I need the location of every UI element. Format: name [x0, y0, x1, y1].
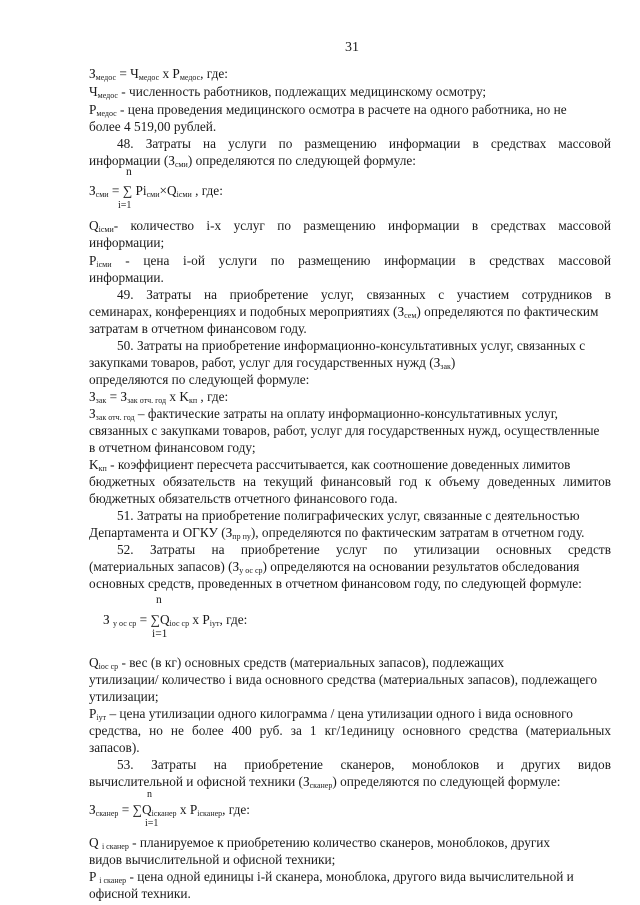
paragraph-line: $Q_{iсми}-$ количество i-х услуг по размещению информации в средствах массовой — [89, 218, 611, 234]
paragraph-line: $P_{iсми}$ - цена i-ой услуги по размещению информации в средствах массовой — [89, 253, 611, 269]
formula-os-sr: З $_{у ос ср} = \sum Q_{iос ср}$ x $P_{iут}$, где: — [103, 612, 248, 628]
paragraph-line: запасов). — [89, 740, 140, 755]
page-number: 31 — [345, 40, 359, 55]
paragraph-line: $Ч_{медос}$ - численность работников, подлежащих медицинскому осмотру; — [89, 84, 487, 100]
formula-sum-lower: i=1 — [152, 628, 168, 640]
section-53-heading: 53. Затраты на приобретение сканеров, моноблоков и других видов — [117, 757, 611, 772]
formula-zak: $З_{зак} = З_{зак отч. год}$ x $K_{кп}$ , где: — [89, 389, 229, 405]
paragraph-line: $P_{iут}$ – цена утилизации одного килограмма / цена утилизации одного i вида основного — [89, 706, 573, 722]
paragraph-line: утилизации/ количество i вида основного средства (материальных запасов), подлежащего — [89, 672, 598, 687]
paragraph-line: затратам в отчетном финансовом году. — [89, 321, 307, 336]
paragraph-line: вычислительной и офисной техники $(З_{сканер})$ определяются по следующей формуле: — [89, 774, 561, 790]
formula-smi: $З_{сми}$ = ∑ $Pi_{сми}\times Q_{iсми}$ , где: — [89, 183, 223, 199]
paragraph-line: $З_{зак отч. год}$ – фактические затраты на оплату информационно-консультативных услуг, — [89, 406, 558, 422]
paragraph-line: утилизации; — [89, 689, 159, 704]
paragraph-line: в отчетном финансовом году; — [89, 440, 256, 455]
formula-sum-upper: n — [156, 594, 162, 606]
formula-sum-lower: i=1 — [118, 200, 132, 211]
paragraph-line: информации; — [89, 235, 165, 250]
paragraph-line: закупками товаров, работ, услуг для государственных нужд $(З_{зак})$ — [89, 355, 456, 371]
paragraph-line: Q $_{i сканер}$ - планируемое к приобретению количество сканеров, моноблоков, других — [89, 835, 551, 851]
section-49-heading: 49. Затраты на приобретение услуг, связанных с участием сотрудников в — [117, 287, 611, 302]
paragraph-line: (материальных запасов) $(З_{у ос ср})$ определяются на основании результатов обследования — [89, 559, 580, 575]
paragraph-line: основных средств, проведенных в отчетном финансовом году, по следующей формуле: — [89, 576, 582, 591]
section-51-heading: 51. Затраты на приобретение полиграфических услуг, связанные с деятельностью — [117, 508, 580, 523]
paragraph-line: видов вычислительной и офисной техники; — [89, 852, 336, 867]
paragraph-line: более 4 519,00 рублей. — [89, 119, 217, 134]
paragraph-line: Департамента и ОГКУ $(З_{пр пу})$, определяются по фактическим затратам в отчетном году. — [89, 525, 585, 541]
paragraph-line: $Q_{iос ср}$ - вес (в кг) основных средств (материальных запасов), подлежащих — [89, 655, 505, 671]
formula-sum-upper: n — [147, 789, 152, 800]
paragraph-line: $K_{кп}$ - коэффициент пересчета рассчитывается, как соотношение доведенных лимитов — [89, 457, 571, 473]
paragraph-line: связанных с закупками товаров, работ, услуг для государственных нужд, осуществленные — [89, 423, 600, 438]
paragraph-line: бюджетных обязательств на текущий финансовый год к объему доведенных лимитов — [89, 474, 611, 489]
paragraph-line: офисной техники. — [89, 886, 191, 901]
paragraph-line: бюджетных обязательств отчетного финансового года. — [89, 491, 398, 506]
formula-sum-upper: n — [126, 166, 132, 178]
paragraph-line: информации. — [89, 270, 164, 285]
section-52-heading: 52. Затраты на приобретение услуг по утилизации основных средств — [117, 542, 611, 557]
formula-skaner: $З_{сканер} = \sum Q_{iсканер}$ x $P_{iсканер}$, где: — [89, 802, 250, 818]
formula-medos: $З_{медос} = Ч_{медос}$ x $Р_{медос}$, где: — [89, 66, 228, 82]
formula-sum-lower: i=1 — [145, 818, 159, 829]
paragraph-line: семинарах, конференциях и подобных мероприятиях $(З_{сем})$ определяются по фактическим — [89, 304, 599, 320]
paragraph-line: информации $(З_{сми})$ определяются по следующей формуле: — [89, 153, 416, 169]
paragraph-line: P $_{i сканер}$ - цена одной единицы i-й сканера, моноблока, другого вида вычислительной и — [89, 869, 574, 885]
paragraph-line: определяются по следующей формуле: — [89, 372, 310, 387]
paragraph-line: $Р_{медос}$ - цена проведения медицинского осмотра в расчете на одного работника, но не — [89, 102, 567, 118]
section-50-heading: 50. Затраты на приобретение информационно-консультативных услуг, связанных с — [117, 338, 586, 353]
paragraph-line: средства, но не более 400 руб. за 1 кг/1единицу основного средства (материальных — [89, 723, 611, 738]
section-48-heading: 48. Затраты на услуги по размещению информации в средствах массовой — [117, 136, 611, 151]
